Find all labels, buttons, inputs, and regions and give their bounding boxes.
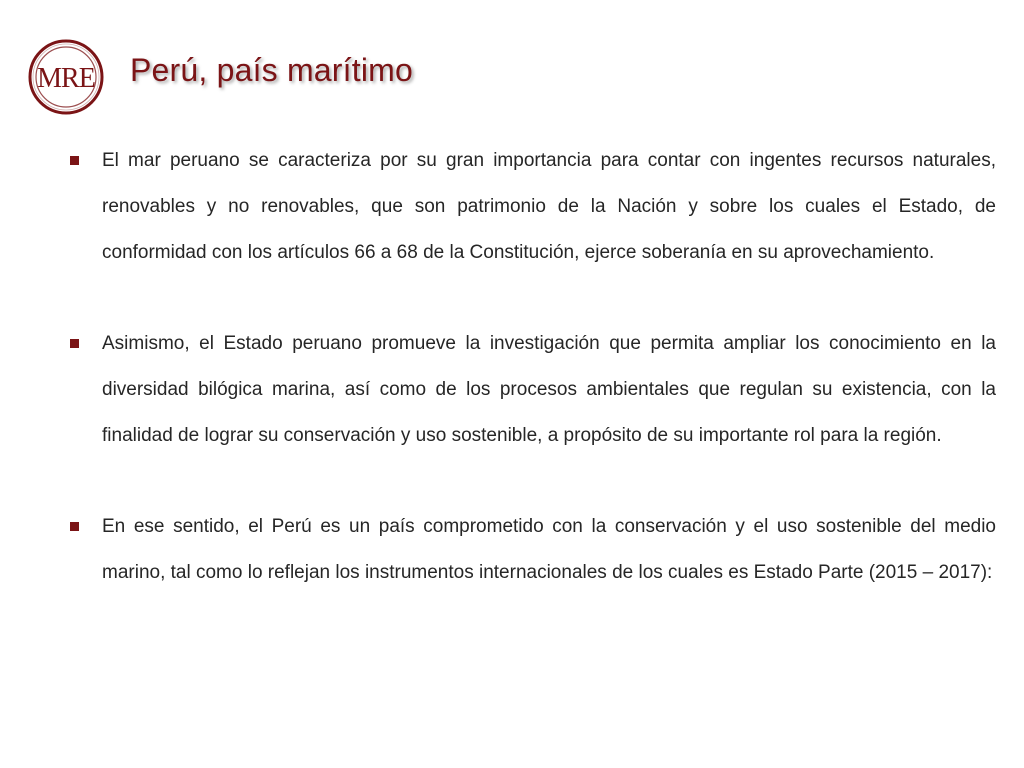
slide-title: Perú, país marítimo	[130, 52, 414, 88]
square-bullet-icon	[70, 156, 79, 165]
mre-seal-icon	[27, 38, 105, 116]
bullet-item-2	[70, 321, 996, 459]
bullet-text: Asimismo, el Estado peruano promueve la investigación que permita ampliar los conocimiento en la diversidad bilógica marina, así como de los procesos ambientales que regulan su existencia, con la finalidad de lograr su conservación y uso sostenible, a propósito de su importante rol para la región.	[102, 333, 996, 446]
bullet-text: El mar peruano se caracteriza por su gran importancia para contar con ingentes recursos naturales, renovables y no renovables, que son patrimonio de la Nación y sobre los cuales el Estado, de conformidad con los artículos 66 a 68 de la Constitución, ejerce soberanía en su aprovechamiento.	[102, 150, 996, 263]
square-bullet-icon	[70, 339, 79, 348]
bullet-list	[70, 138, 996, 596]
bullet-item-3	[70, 504, 996, 596]
mre-logo-icon	[27, 38, 105, 116]
logo-text: MRE	[37, 63, 95, 94]
bullet-item-1	[70, 138, 996, 276]
square-bullet-icon	[70, 522, 79, 531]
bullet-text: En ese sentido, el Perú es un país comprometido con la conservación y el uso sostenible del medio marino, tal como lo reflejan los instrumentos internacionales de los cuales es Estado Parte (2015 – 2017):	[102, 516, 996, 583]
